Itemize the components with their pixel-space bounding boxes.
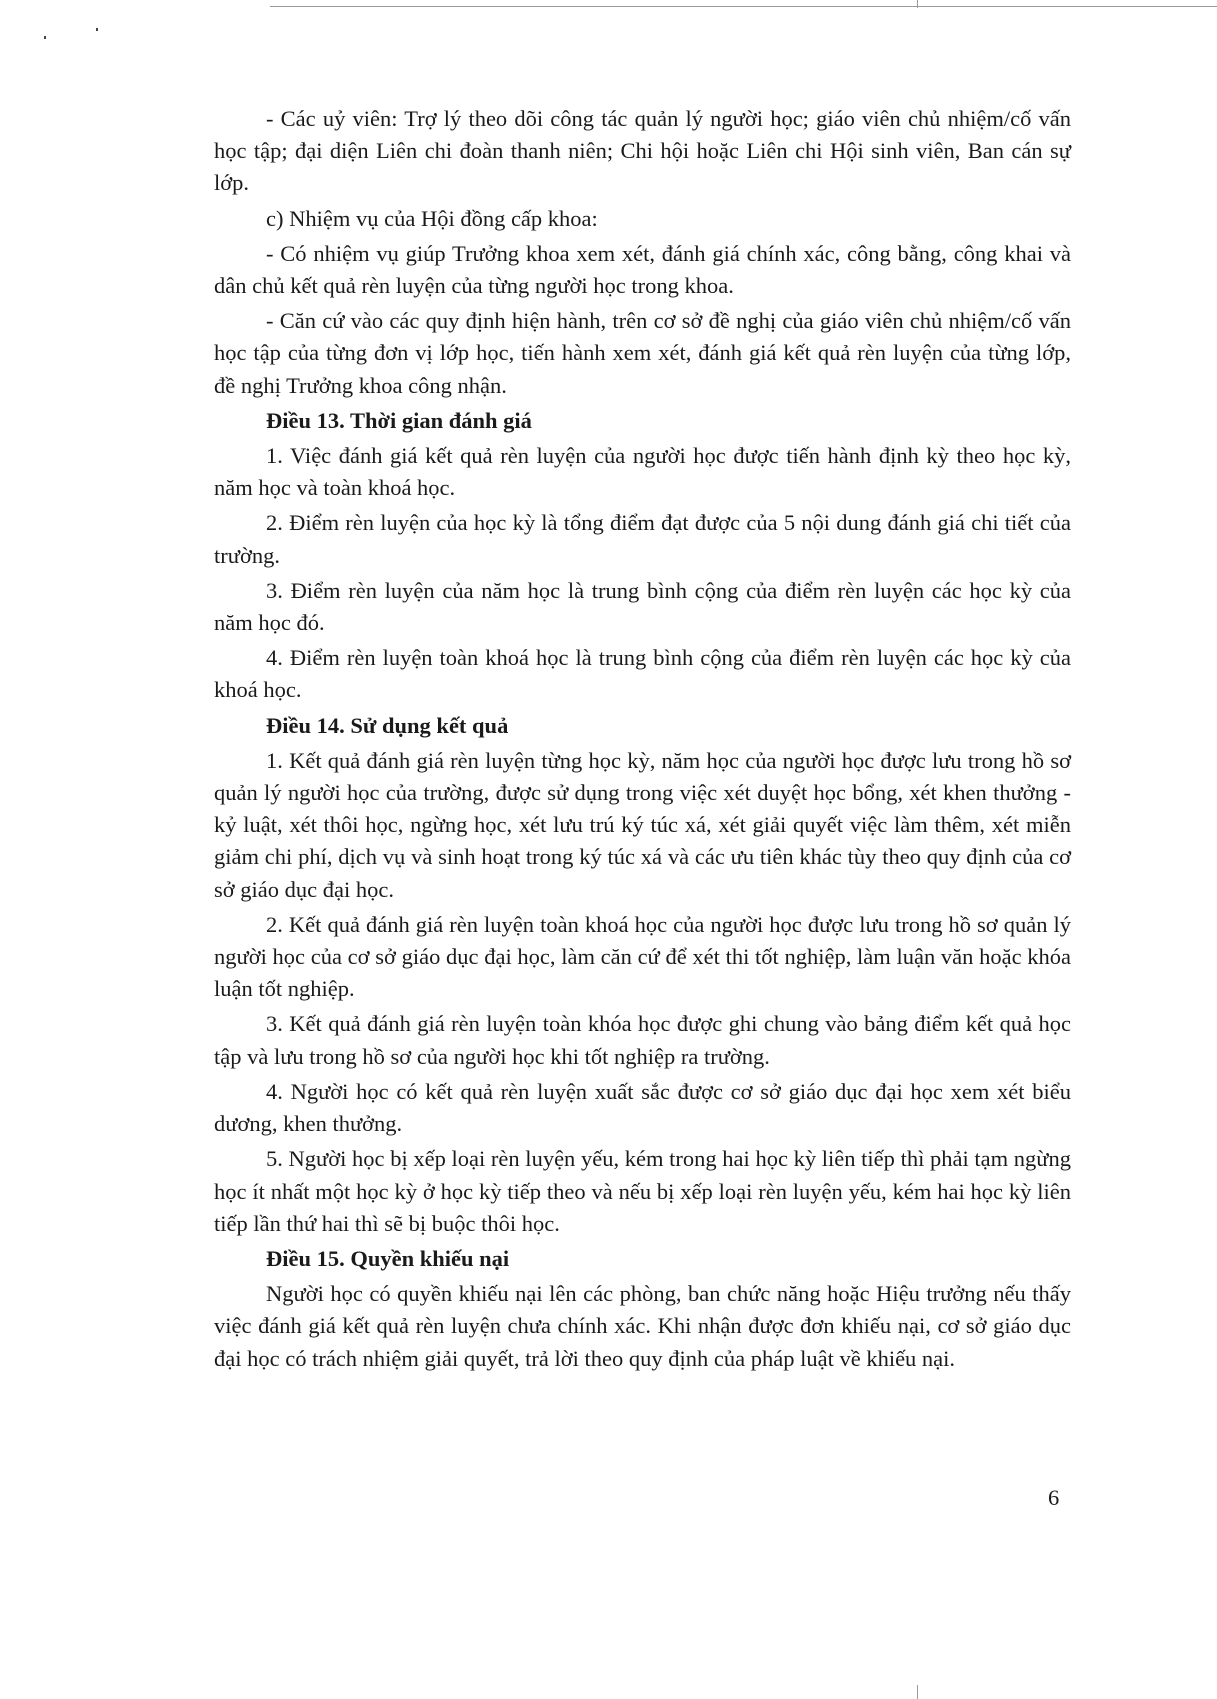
paragraph-faculty-council-duty-1: - Có nhiệm vụ giúp Trưởng khoa xem xét, đánh giá chính xác, công bằng, công khai và dân chủ kết quả rèn luyện của từng người học trong khoa.: [214, 240, 1071, 299]
scan-speck: [44, 36, 46, 39]
article-13-heading: Điều 13. Thời gian đánh giá: [266, 407, 532, 433]
article-14-clause-4: 4. Người học có kết quả rèn luyện xuất sắc được cơ sở giáo dục đại học xem xét biểu dương, khen thưởng.: [214, 1078, 1071, 1137]
article-15-heading: Điều 15. Quyền khiếu nại: [266, 1245, 510, 1271]
document-body: [214, 103, 1071, 1378]
article-14-clause-3: 3. Kết quả đánh giá rèn luyện toàn khóa học được ghi chung vào bảng điểm kết quả học tập và lưu trong hồ sơ của người học khi tốt nghiệp ra trường.: [214, 1011, 1071, 1069]
scan-speck: [96, 28, 98, 31]
paragraph-faculty-council-duty-2: - Căn cứ vào các quy định hiện hành, trên cơ sở đề nghị của giáo viên chủ nhiệm/cố vấn học tập của từng đơn vị lớp học, tiến hành xem xét, đánh giá kết quả rèn luyện của từng lớp, đề nghị Trưởng khoa công nhận.: [214, 308, 1071, 398]
paragraph-committee-members: - Các uỷ viên: Trợ lý theo dõi công tác quản lý người học; giáo viên chủ nhiệm/cố vấn học tập; đại diện Liên chi đoàn thanh niên; Chi hội hoặc Liên chi Hội sinh viên, Ban cán sự lớp.: [214, 106, 1071, 196]
article-14-clause-1: 1. Kết quả đánh giá rèn luyện từng học kỳ, năm học của người học được lưu trong hồ sơ quản lý người học của trường, được sử dụng trong việc xét duyệt học bổng, xét khen thưởng - kỷ luật, xét thôi học, ngừng học, xét lưu trú ký túc xá, xét giải quyết việc làm thêm, xét miễn giảm chi phí, dịch vụ và sinh hoạt trong ký túc xá và các ưu tiên khác tùy theo quy định của cơ sở giáo dục đại học.: [214, 747, 1071, 902]
article-14-clause-2: 2. Kết quả đánh giá rèn luyện toàn khoá học của người học được lưu trong hồ sơ quản lý người học của cơ sở giáo dục đại học, làm căn cứ để xét thi tốt nghiệp, làm luận văn hoặc khóa luận tốt nghiệp.: [214, 911, 1071, 1002]
article-13-clause-1: 1. Việc đánh giá kết quả rèn luyện của người học được tiến hành định kỳ theo học kỳ, năm học và toàn khoá học.: [214, 443, 1071, 501]
scan-top-rule: [270, 6, 1217, 7]
article-13-clause-4: 4. Điểm rèn luyện toàn khoá học là trung bình cộng của điểm rèn luyện các học kỳ của khoá học.: [214, 645, 1071, 703]
article-13-clause-3: 3. Điểm rèn luyện của năm học là trung bình cộng của điểm rèn luyện các học kỳ của năm học đó.: [214, 577, 1071, 636]
scan-top-tick: [917, 0, 918, 8]
page-number: 6: [1048, 1485, 1060, 1510]
article-15-body: Người học có quyền khiếu nại lên các phòng, ban chức năng hoặc Hiệu trưởng nếu thấy việc đánh giá kết quả rèn luyện chưa chính xác. Khi nhận được đơn khiếu nại, cơ sở giáo dục đại học có trách nhiệm giải quyết, trả lời theo quy định của pháp luật về khiếu nại.: [214, 1281, 1071, 1371]
article-13-clause-2: 2. Điểm rèn luyện của học kỳ là tổng điểm đạt được của 5 nội dung đánh giá chi tiết của trường.: [214, 510, 1071, 568]
paragraph-faculty-council-duties-heading: c) Nhiệm vụ của Hội đồng cấp khoa:: [266, 205, 598, 231]
article-14-heading: Điều 14. Sử dụng kết quả: [266, 712, 509, 738]
scan-bottom-tick: [917, 1685, 918, 1699]
article-14-clause-5: 5. Người học bị xếp loại rèn luyện yếu, kém trong hai học kỳ liên tiếp thì phải tạm ngừng học ít nhất một học kỳ ở học kỳ tiếp theo và nếu bị xếp loại rèn luyện yếu, kém hai học kỳ liên tiếp lần thứ hai thì sẽ bị buộc thôi học.: [214, 1146, 1071, 1236]
